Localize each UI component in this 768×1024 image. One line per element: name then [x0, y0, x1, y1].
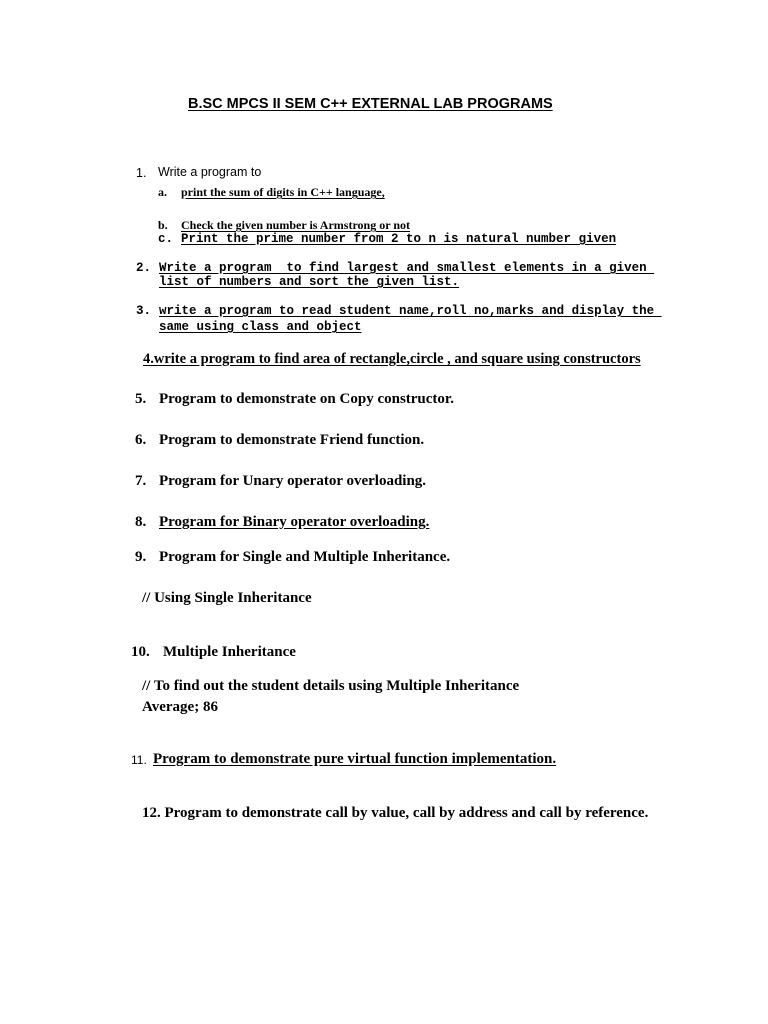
- q8-number: 8.: [135, 514, 147, 530]
- single-inheritance-comment: // Using Single Inheritance: [142, 590, 312, 606]
- q1-a-text: print the sum of digits in C++ language,: [181, 185, 385, 199]
- average-line: Average; 86: [142, 699, 218, 715]
- q11-text: Program to demonstrate pure virtual function implementation.: [153, 751, 557, 767]
- q7-number: 7.: [135, 473, 147, 489]
- q7-text: Program for Unary operator overloading.: [159, 473, 427, 489]
- q1-number: 1.: [136, 166, 147, 180]
- q10-text: Multiple Inheritance: [163, 644, 296, 660]
- document-title: B.SC MPCS II SEM C++ EXTERNAL LAB PROGRAMS: [188, 96, 553, 112]
- q3-line1: write a program to read student name,roll no,marks and display the: [159, 304, 662, 318]
- q6-text: Program to demonstrate Friend function.: [159, 432, 425, 448]
- q1-b-text: Check the given number is Armstrong or not: [181, 218, 411, 232]
- q2-number: 2.: [136, 261, 152, 275]
- q3-number: 3.: [136, 304, 152, 318]
- q9-text: Program for Single and Multiple Inheritance.: [159, 549, 451, 565]
- q11-number: 11.: [131, 753, 147, 767]
- q3-line2: same using class and object: [159, 320, 362, 334]
- q1-c-label: c.: [158, 232, 174, 246]
- q10-number: 10.: [131, 644, 150, 660]
- q6-number: 6.: [135, 432, 147, 448]
- multiple-inheritance-comment: // To find out the student details using Multiple Inheritance: [142, 678, 520, 694]
- q9-number: 9.: [135, 549, 147, 565]
- q2-line1: Write a program to find largest and smallest elements in a given: [159, 261, 655, 275]
- q1-b-label: b.: [158, 218, 168, 232]
- q1-a-label: a.: [158, 185, 167, 199]
- q1-c-text: Print the prime number from 2 to n is natural number given: [181, 232, 617, 246]
- q4-text: 4.write a program to find area of rectangle,circle , and square using constructors: [143, 351, 641, 367]
- q5-number: 5.: [135, 391, 147, 407]
- q12-text: 12. Program to demonstrate call by value, call by address and call by reference.: [142, 805, 649, 821]
- q8-text: Program for Binary operator overloading.: [159, 514, 430, 530]
- q5-text: Program to demonstrate on Copy constructor.: [159, 391, 454, 407]
- q2-line2: list of numbers and sort the given list.: [159, 275, 460, 289]
- q1-text: Write a program to: [158, 165, 262, 179]
